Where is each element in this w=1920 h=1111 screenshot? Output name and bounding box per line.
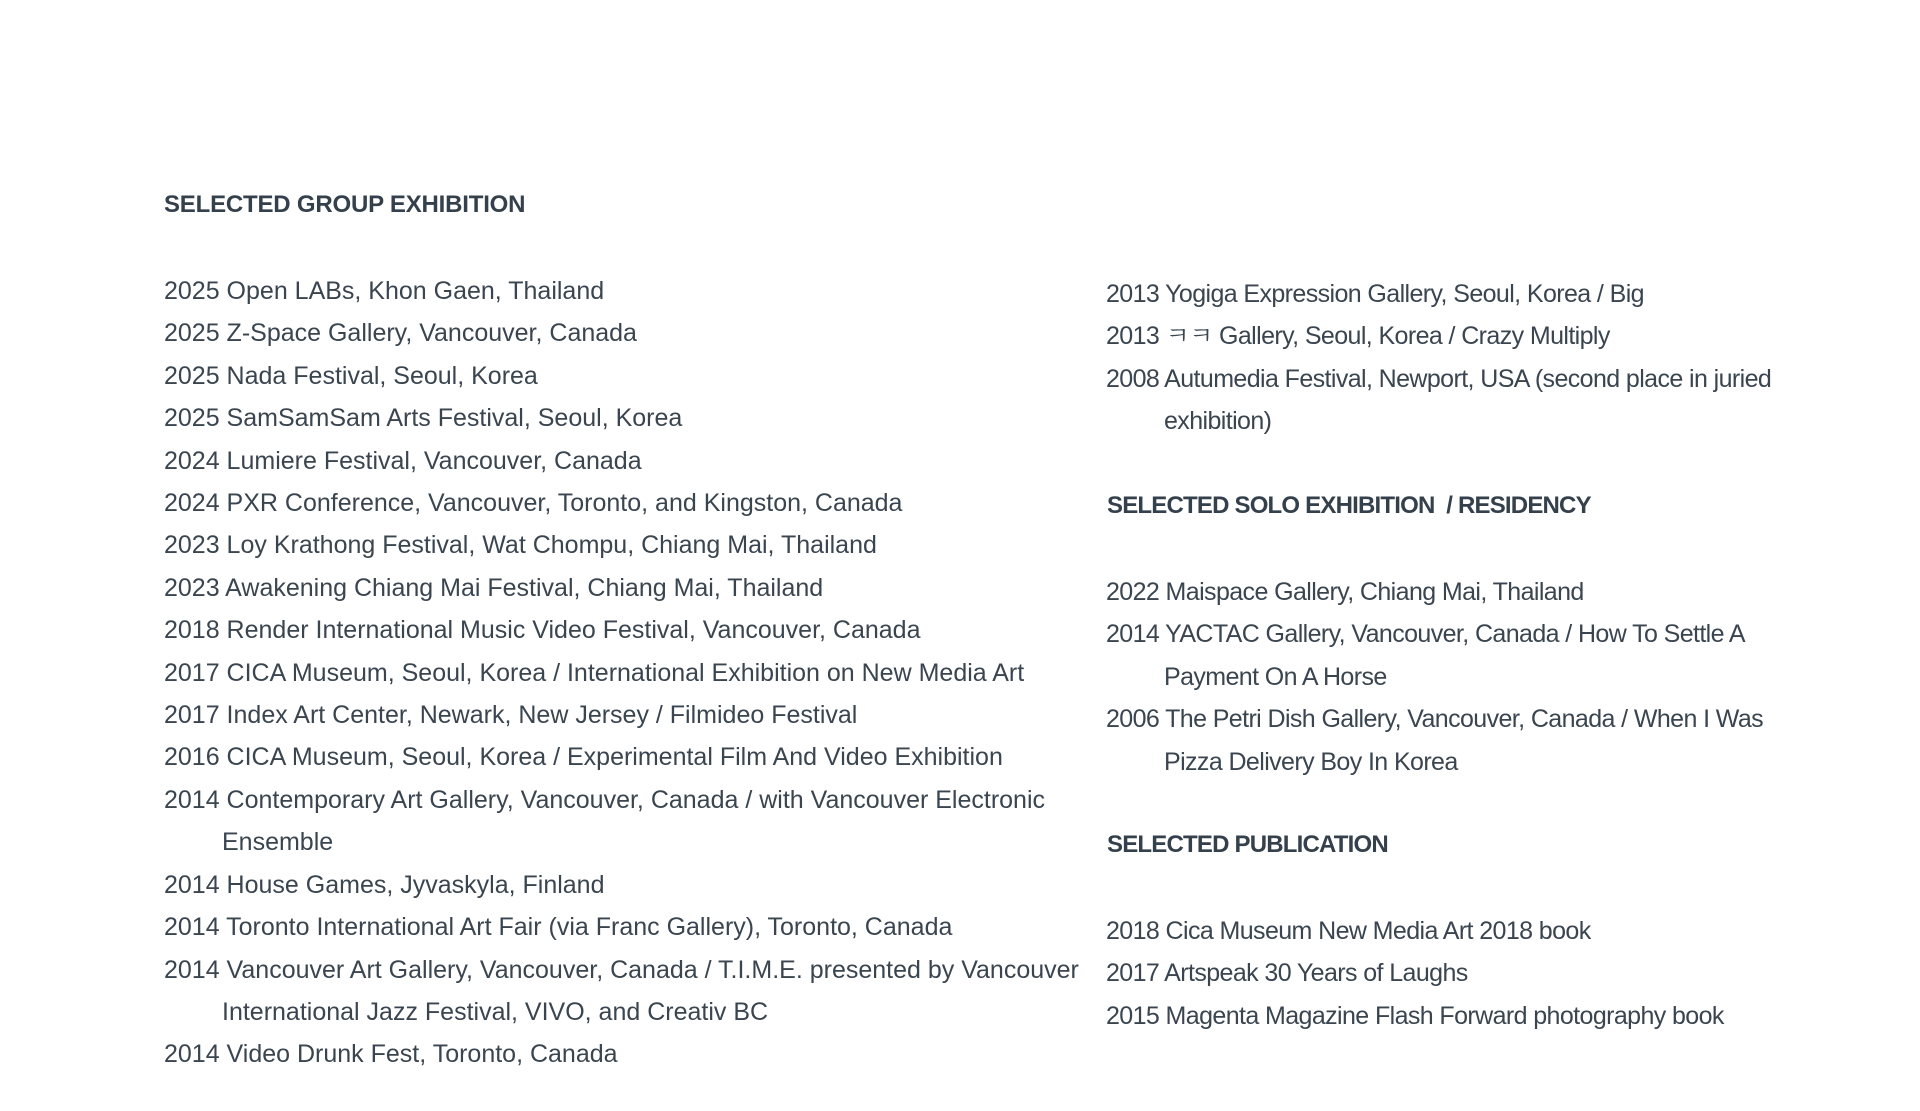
group-exhibition-item: 2025 Z-Space Gallery, Vancouver, Canada [164, 319, 637, 348]
group-exhibition-item: 2013 Yogiga Expression Gallery, Seoul, Korea / Big [1106, 280, 1644, 308]
group-exhibition-item: 2014 Toronto International Art Fair (via Franc Gallery), Toronto, Canada [164, 913, 953, 942]
group-exhibition-item: 2023 Awakening Chiang Mai Festival, Chiang Mai, Thailand [164, 573, 824, 602]
publication-list [1106, 910, 1826, 1037]
group-exhibition-item: 2013 ㅋㅋ Gallery, Seoul, Korea / Crazy Multiply [1106, 322, 1610, 351]
group-exhibition-item: 2017 Index Art Center, Newark, New Jersey / Filmideo Festival [164, 701, 858, 730]
group-exhibition-item: 2023 Loy Krathong Festival, Wat Chompu, Chiang Mai, Thailand [164, 531, 877, 560]
group-exhibition-item: 2014 House Games, Jyvaskyla, Finland [164, 870, 605, 899]
solo-exhibition-item: 2022 Maispace Gallery, Chiang Mai, Thailand [1106, 578, 1584, 606]
group-exhibition-list [164, 270, 1084, 1076]
group-exhibition-continued-list [1106, 273, 1826, 443]
solo-exhibition-item: 2014 YACTAC Gallery, Vancouver, Canada / How To Settle A Payment On A Horse [1106, 620, 1744, 691]
group-exhibition-item: 2018 Render International Music Video Festival, Vancouver, Canada [164, 616, 921, 645]
group-exhibition-item: 2014 Vancouver Art Gallery, Vancouver, Canada / T.I.M.E. presented by Vancouver International Jazz Festival, VIVO, and Creativ BC [164, 955, 1079, 1026]
publication-item: 2018 Cica Museum New Media Art 2018 book [1106, 917, 1591, 945]
publication-heading: SELECTED PUBLICATION [1107, 831, 1388, 858]
solo-exhibition-item: 2006 The Petri Dish Gallery, Vancouver, Canada / When I Was Pizza Delivery Boy In Korea [1106, 705, 1764, 776]
group-exhibition-heading: SELECTED GROUP EXHIBITION [164, 191, 526, 218]
group-exhibition-item: 2024 Lumiere Festival, Vancouver, Canada [164, 446, 642, 475]
publication-item: 2017 Artspeak 30 Years of Laughs [1106, 959, 1468, 988]
group-exhibition-item: 2016 CICA Museum, Seoul, Korea / Experimental Film And Video Exhibition [164, 743, 1003, 772]
solo-exhibition-heading: SELECTED SOLO EXHIBITION / RESIDENCY [1107, 492, 1591, 519]
group-exhibition-item: 2008 Autumedia Festival, Newport, USA (second place in juried exhibition) [1106, 364, 1772, 436]
group-exhibition-item: 2014 Contemporary Art Gallery, Vancouver, Canada / with Vancouver Electronic Ensemble [164, 785, 1046, 857]
group-exhibition-item: 2025 Open LABs, Khon Gaen, Thailand [164, 277, 605, 305]
group-exhibition-item: 2014 Video Drunk Fest, Toronto, Canada [164, 1040, 618, 1069]
group-exhibition-item: 2025 SamSamSam Arts Festival, Seoul, Korea [164, 404, 683, 433]
group-exhibition-item: 2017 CICA Museum, Seoul, Korea / International Exhibition on New Media Art [164, 658, 1025, 687]
group-exhibition-item: 2025 Nada Festival, Seoul, Korea [164, 361, 538, 390]
solo-exhibition-list [1106, 571, 1826, 783]
publication-item: 2015 Magenta Magazine Flash Forward photography book [1106, 1001, 1724, 1030]
group-exhibition-item: 2024 PXR Conference, Vancouver, Toronto, and Kingston, Canada [164, 489, 903, 518]
